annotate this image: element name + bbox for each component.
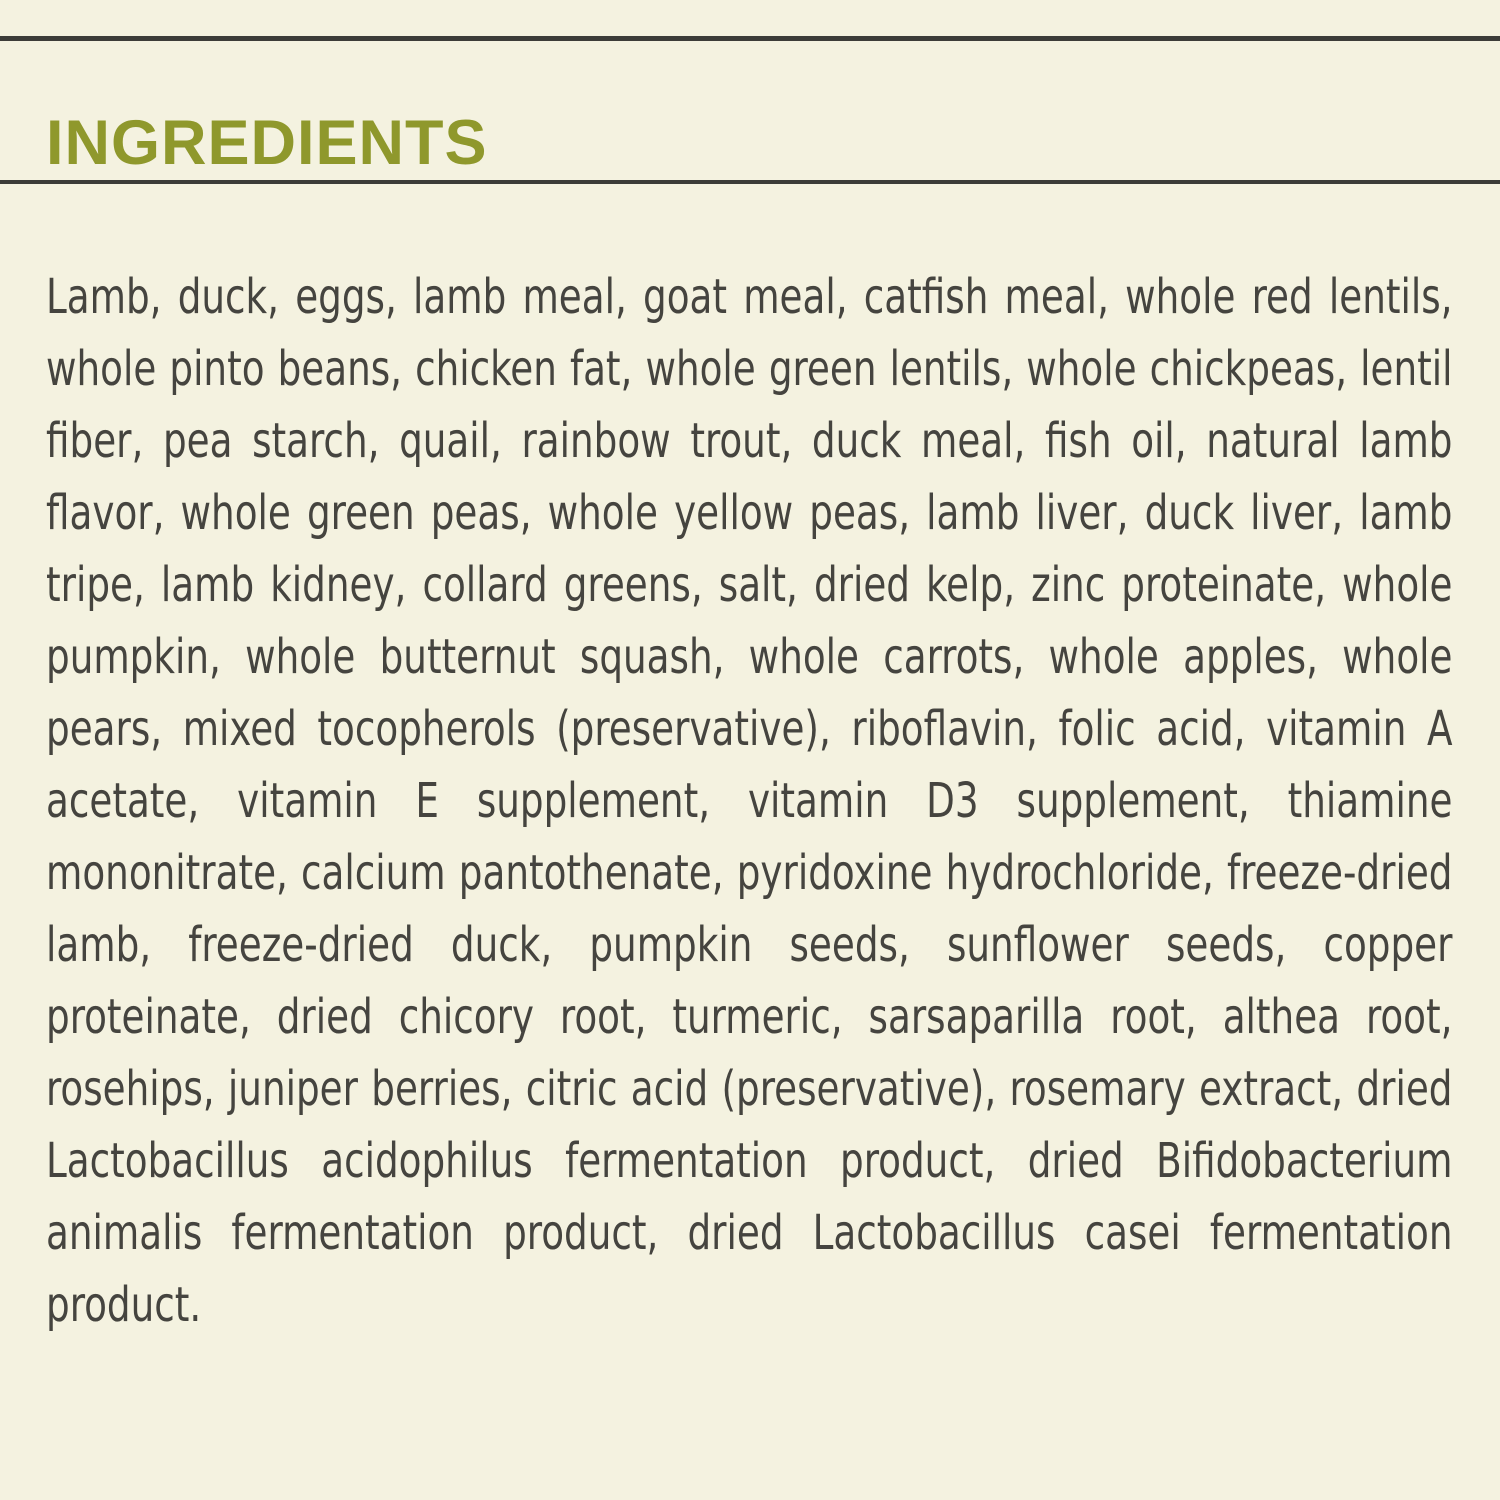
ingredients-text: Lamb, duck, eggs, lamb meal, goat meal, catfish meal, whole red lentils, whole pinto beans, chicken fat, whole green lentils, whole chickpeas, lentil fiber, pea starch, quail, rainbow trout, duck meal, fish oil, natural lamb flavor, whole green peas, whole yellow peas, lamb liver, duck liver, lamb tripe, lamb kidney, collard greens, salt, dried kelp, zinc proteinate, whole pumpkin, whole butternut squash, whole carrots, whole apples, whole pears, mixed tocopherols (preservative), riboflavin, folic acid, vitamin A acetate, vitamin E supplement, vitamin D3 supplement, thiamine mononitrate, calcium pantothenate, pyridoxine hydrochloride, freeze-dried lamb, freeze-dried duck, pumpkin seeds, sunflower seeds, copper proteinate, dried chicory root, turmeric, sarsaparilla root, althea root, rosehips, juniper berries, citric acid (preservative), rosemary extract, dried Lactobacillus acidophilus fermentation product, dried Bifidobacterium animalis fermentation product, dried Lactobacillus casei fermentation product.: [46, 268, 1453, 1333]
heading-divider: [0, 180, 1500, 184]
top-divider: [0, 36, 1500, 41]
page-title: INGREDIENTS: [46, 108, 488, 179]
